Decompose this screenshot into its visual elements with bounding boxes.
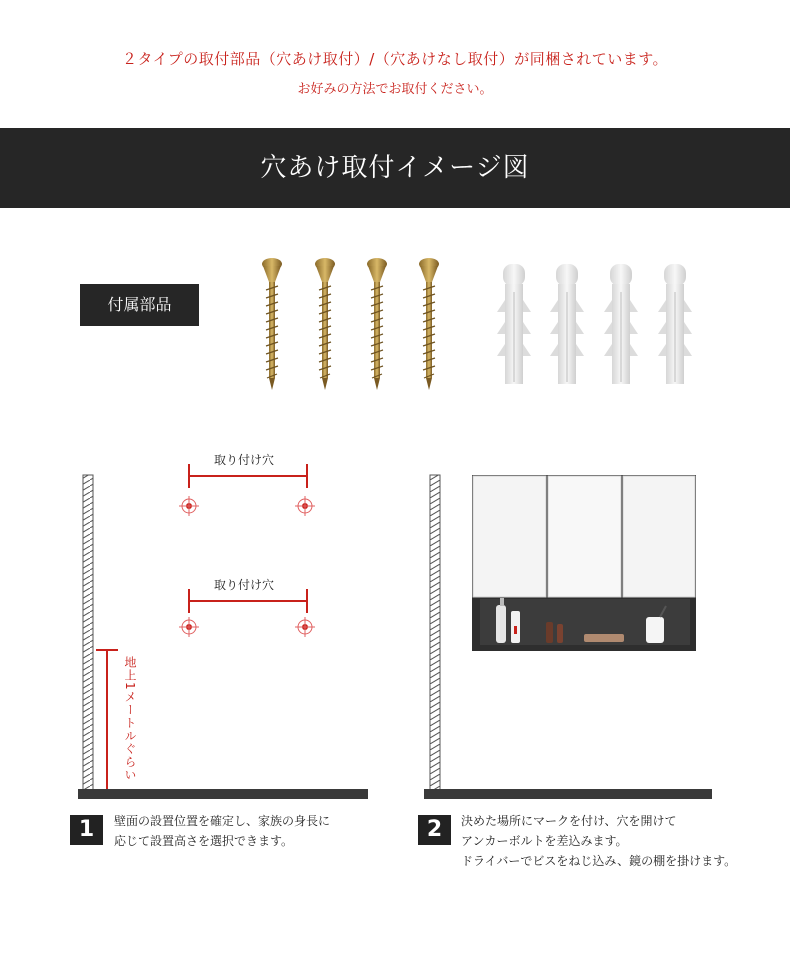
hole-label-top: 取り付け穴 (214, 453, 275, 467)
step-1-number: 1 (70, 815, 103, 845)
notice-line-2: お好みの方法でお取付ください。 (297, 82, 493, 97)
floor (424, 789, 712, 799)
mirror-cabinet (472, 475, 696, 651)
step-2-text (461, 811, 736, 871)
step-2-number: 2 (418, 815, 451, 845)
wall (430, 475, 440, 790)
hole-label-bottom: 取り付け穴 (214, 578, 275, 592)
parts-label: 付属部品 (80, 284, 199, 326)
notice-line-1: ２タイプの取付部品（穴あけ取付）/（穴あけなし取付）が同梱されています。 (121, 50, 669, 68)
step-2-line-2: アンカーボルトを差込みます。 (461, 834, 628, 848)
height-label: 地上1メートルぐらい (123, 656, 137, 782)
step-1-line-2: 応じて設置高さを選択できます。 (114, 834, 294, 848)
step-2-line-1: 決めた場所にマークを付け、穴を開けて (461, 814, 677, 828)
step-2-line-3: ドライバーでビスをねじ込み、鏡の棚を掛けます。 (461, 854, 737, 868)
section-banner: 穴あけ取付イメージ図 (0, 128, 790, 208)
step-1-line-1: 壁面の設置位置を確定し、家族の身長に (114, 814, 331, 828)
step-1-text (114, 811, 330, 851)
